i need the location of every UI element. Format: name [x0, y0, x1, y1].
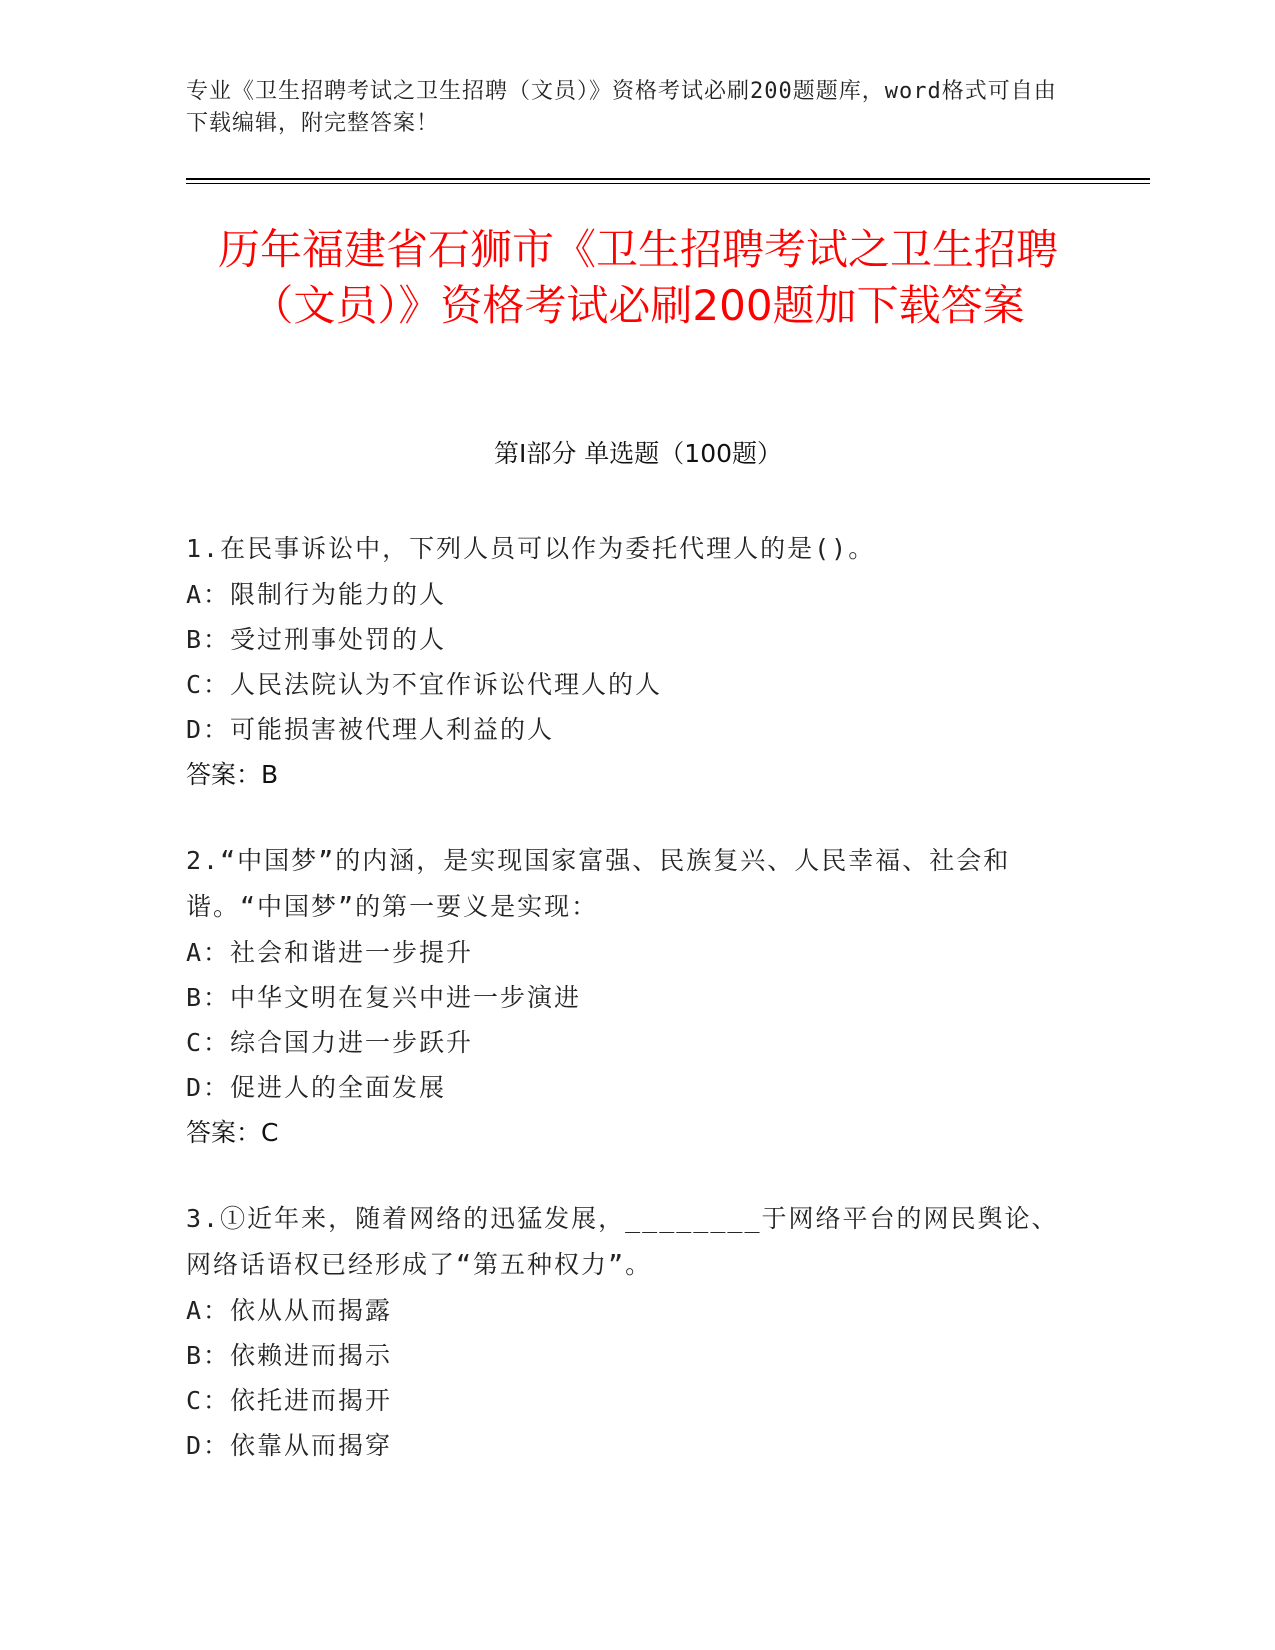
question-stem: 2.“中国梦”的内涵，是实现国家富强、民族复兴、人民幸福、社会和谐。“中国梦”的第一要义是实现：	[186, 846, 1011, 921]
option-d: D：可能损害被代理人利益的人	[186, 715, 555, 744]
question-stem: 3.①近年来，随着网络的迅猛发展，________于网络平台的网民舆论、网络话语权已经形成了“第五种权力”。	[186, 1204, 1059, 1279]
answer-line: 答案：B	[186, 760, 279, 789]
option-a: A：社会和谐进一步提升	[186, 938, 474, 967]
document-title: 历年福建省石狮市《卫生招聘考试之卫生招聘（文员）》资格考试必刷200题加下载答案	[217, 225, 1058, 330]
option-a: A：依从从而揭露	[186, 1296, 393, 1325]
question-2	[186, 838, 1066, 1156]
option-a: A：限制行为能力的人	[186, 580, 447, 609]
option-d: D：促进人的全面发展	[186, 1073, 447, 1102]
question-stem: 1.在民事诉讼中，下列人员可以作为委托代理人的是()。	[186, 534, 876, 563]
question-3	[186, 1196, 1066, 1468]
option-b: B：依赖进而揭示	[186, 1341, 393, 1370]
option-b: B：中华文明在复兴中进一步演进	[186, 983, 582, 1012]
question-1	[186, 526, 1066, 798]
option-c: C：人民法院认为不宜作诉讼代理人的人	[186, 670, 663, 699]
answer-line: 答案：C	[186, 1118, 279, 1147]
section-title: 第I部分 单选题（100题）	[493, 439, 783, 468]
option-b: B：受过刑事处罚的人	[186, 625, 447, 654]
option-d: D：依靠从而揭穿	[186, 1431, 393, 1460]
option-c: C：依托进而揭开	[186, 1386, 393, 1415]
question-list	[186, 526, 1066, 1508]
header-divider-thick	[186, 178, 1150, 180]
header-divider-thin	[186, 183, 1150, 184]
option-c: C：综合国力进一步跃升	[186, 1028, 474, 1057]
header-note: 专业《卫生招聘考试之卫生招聘（文员）》资格考试必刷200题题库，word格式可自由下载编辑，附完整答案！	[186, 79, 1057, 136]
